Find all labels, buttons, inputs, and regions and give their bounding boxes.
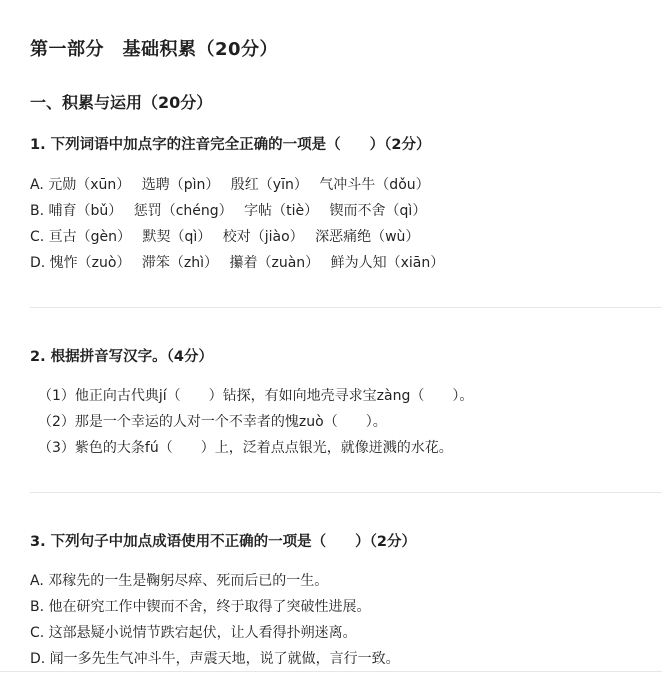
section-title: 一、积累与运用（20分） [30, 93, 213, 112]
question-2-item-3: （3）紫色的大条fú（ ）上，泛着点点银光，就像迸溅的水花。 [38, 440, 453, 456]
question-1-option-b: B. 哺育（bǔ） 惩罚（chéng） 字帖（tiè） 锲而不舍（qì） [30, 203, 427, 219]
section-divider [30, 307, 662, 308]
question-1-option-d: D. 愧怍（zuò） 滞笨（zhì） 攥着（zuàn） 鲜为人知（xiān） [30, 255, 445, 271]
question-3-option-a: A. 邓稼先的一生是鞠躬尽瘁、死而后已的一生。 [30, 573, 329, 589]
question-1-option-a: A. 元勋（xūn） 选聘（pìn） 殷红（yīn） 气冲斗牛（dǒu） [30, 177, 430, 193]
question-1-title: 1. 下列词语中加点字的注音完全正确的一项是（ ）（2分） [30, 137, 431, 153]
question-1-option-c: C. 亘古（gèn） 默契（qì） 校对（jiào） 深恶痛绝（wù） [30, 229, 420, 245]
bottom-divider [0, 671, 662, 672]
question-2-title: 2. 根据拼音写汉字。（4分） [30, 349, 213, 365]
question-3-option-d: D. 闻一多先生气冲斗牛，声震天地，说了就做，言行一致。 [30, 651, 400, 667]
section-divider [30, 492, 662, 493]
question-3-title: 3. 下列句子中加点成语使用不正确的一项是（ ）（2分） [30, 534, 416, 550]
question-3-option-b: B. 他在研究工作中锲而不舍，终于取得了突破性进展。 [30, 599, 371, 615]
part-title: 第一部分 基础积累（20分） [30, 39, 279, 60]
question-2-item-2: （2）那是一个幸运的人对一个不幸者的愧zuò（ ）。 [38, 414, 387, 430]
question-3-option-c: C. 这部悬疑小说情节跌宕起伏，让人看得扑朔迷离。 [30, 625, 357, 641]
question-2-item-1: （1）他正向古代典jí（ ）钻探，有如向地壳寻求宝zàng（ ）。 [38, 388, 474, 404]
